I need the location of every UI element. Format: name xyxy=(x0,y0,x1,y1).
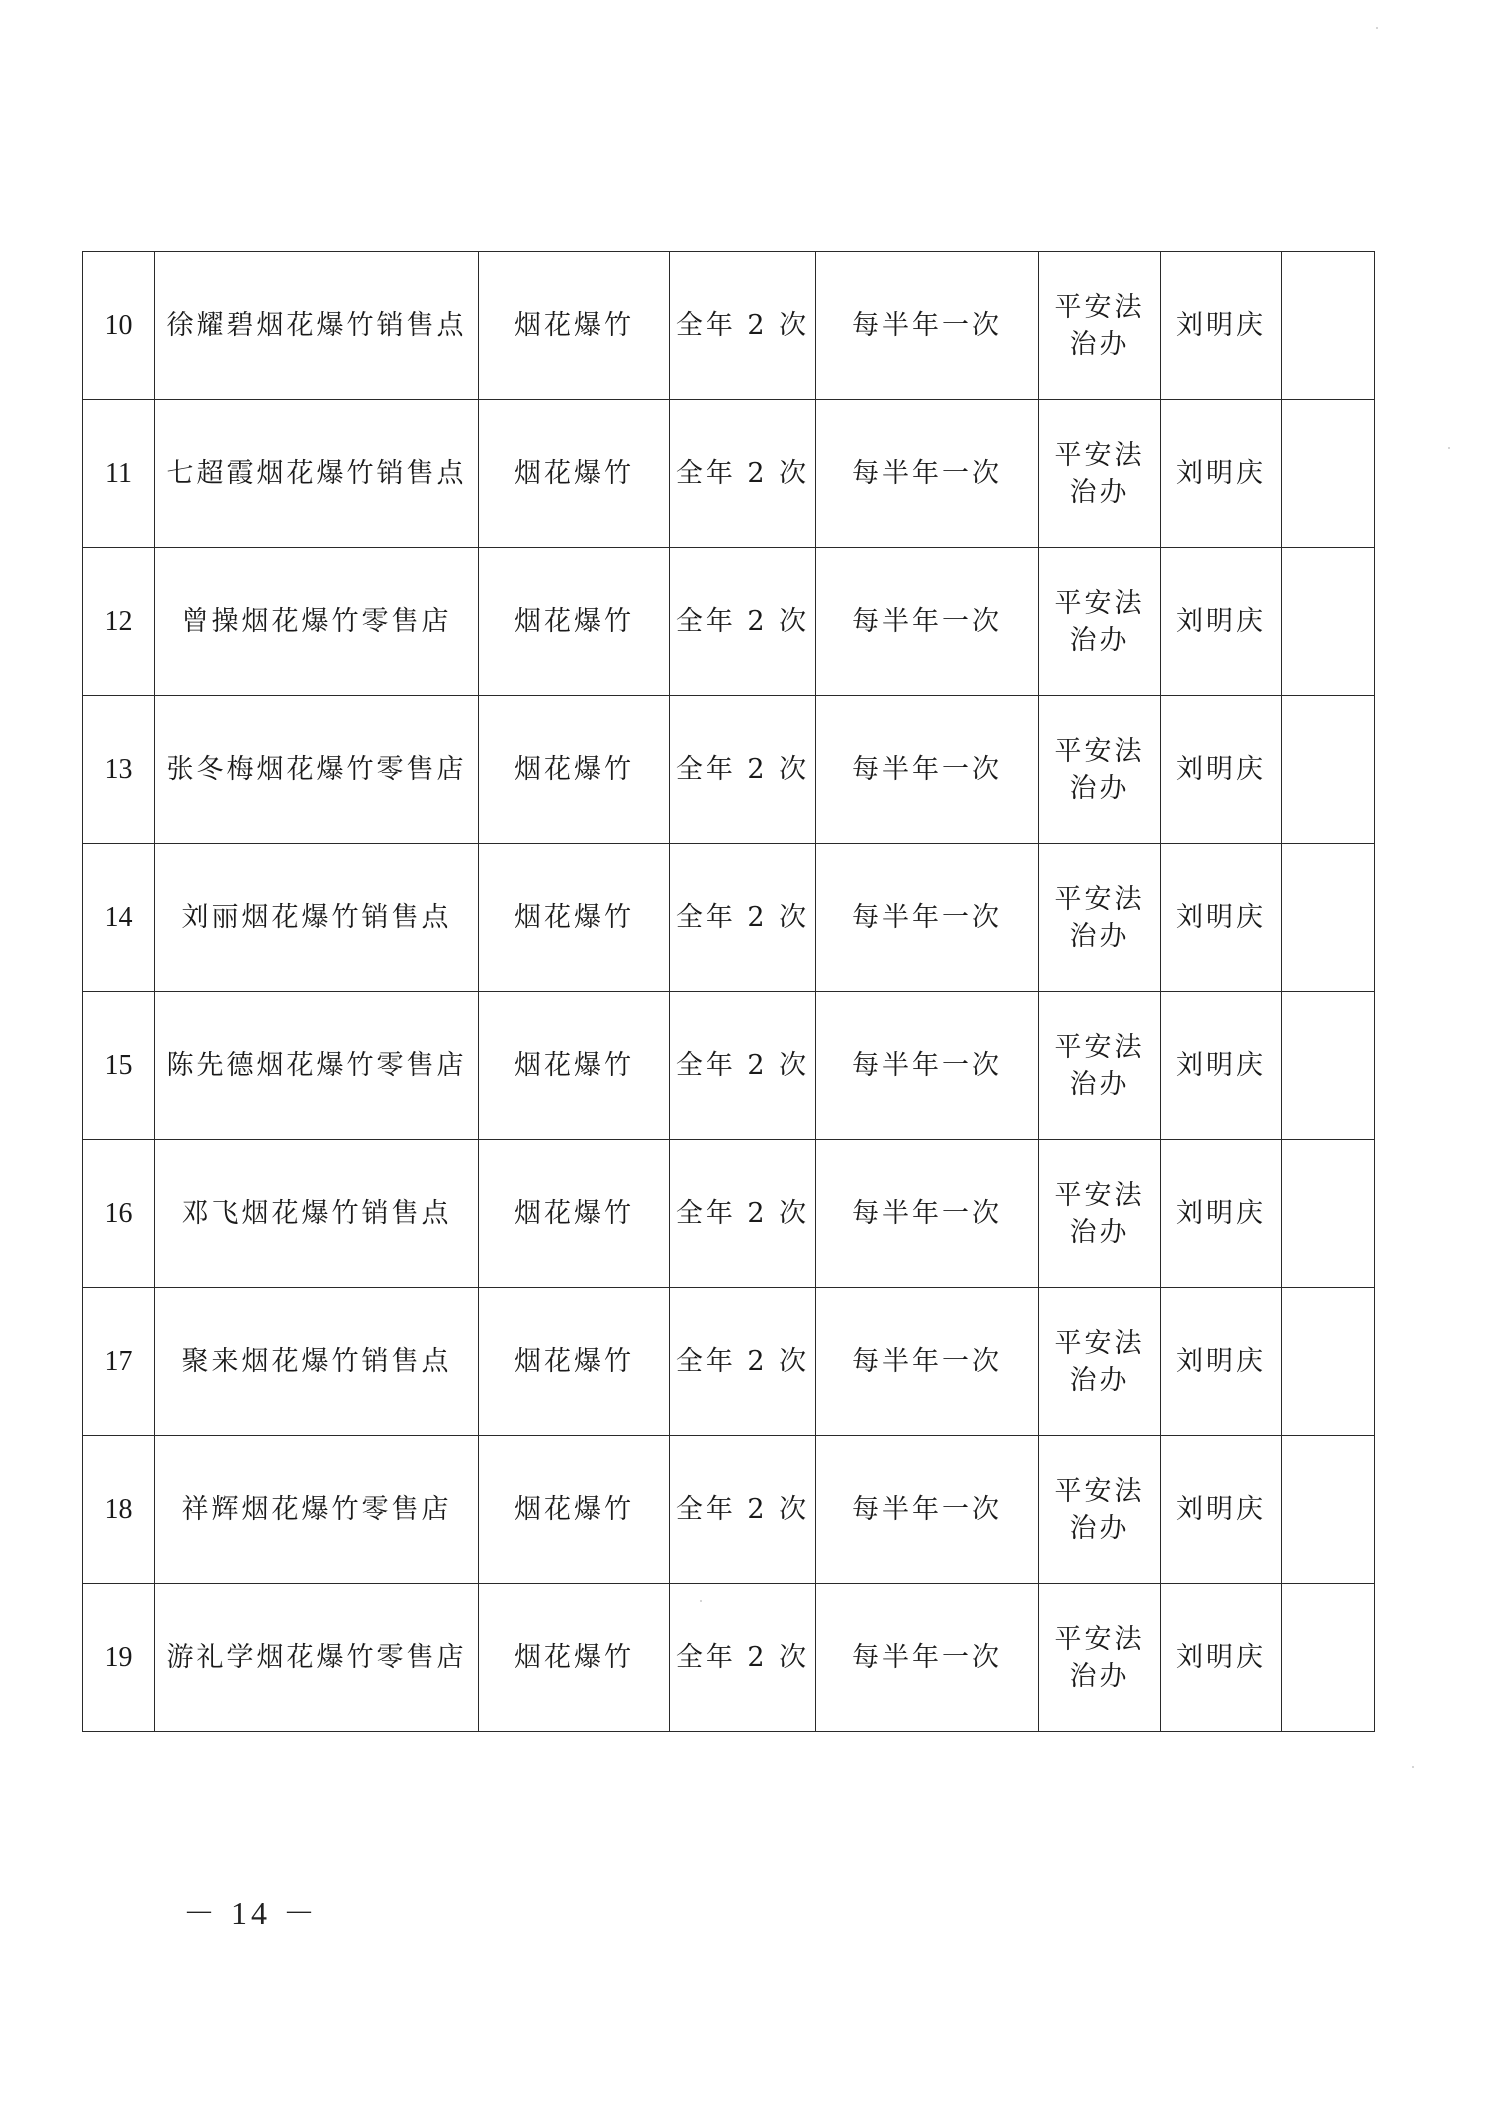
cell-number-text: 19 xyxy=(104,1641,133,1673)
cell-interval-text: 每半年一次 xyxy=(852,753,1002,785)
cell-frequency xyxy=(670,400,816,548)
cell-category xyxy=(479,844,670,992)
cell-responsible-person xyxy=(1161,548,1282,696)
cell-shop-name xyxy=(155,548,479,696)
cell-frequency xyxy=(670,1140,816,1288)
cell-responsible-person xyxy=(1161,992,1282,1140)
department-line: 平安法 xyxy=(1054,1623,1145,1655)
cell-category-text: 烟花爆竹 xyxy=(514,753,634,785)
cell-frequency xyxy=(670,1584,816,1732)
department-line: 治办 xyxy=(1069,1364,1130,1396)
cell-number xyxy=(83,400,155,548)
cell-department xyxy=(1039,992,1161,1140)
cell-interval-text: 每半年一次 xyxy=(852,901,1002,933)
cell-category xyxy=(479,400,670,548)
department-line: 平安法 xyxy=(1054,587,1145,619)
cell-interval xyxy=(816,1584,1039,1732)
cell-frequency-text: 全年 2 次 xyxy=(675,605,810,637)
cell-remark xyxy=(1282,1584,1375,1732)
cell-responsible-person xyxy=(1161,1288,1282,1436)
department-line: 治办 xyxy=(1069,476,1130,508)
cell-interval xyxy=(816,696,1039,844)
cell-responsible-person xyxy=(1161,1140,1282,1288)
department-line: 治办 xyxy=(1069,772,1130,804)
cell-category-text: 烟花爆竹 xyxy=(514,457,634,489)
cell-number xyxy=(83,844,155,992)
cell-shop-name xyxy=(155,696,479,844)
cell-frequency-text: 全年 2 次 xyxy=(675,753,810,785)
cell-category xyxy=(479,1584,670,1732)
inspection-table xyxy=(82,251,1375,1732)
cell-interval-text: 每半年一次 xyxy=(852,1493,1002,1525)
cell-shop-name-text: 游礼学烟花爆竹零售店 xyxy=(166,1641,467,1673)
table-row xyxy=(83,1140,1375,1288)
cell-category xyxy=(479,1140,670,1288)
cell-shop-name-text: 邓飞烟花爆竹销售点 xyxy=(181,1197,452,1229)
cell-frequency-text: 全年 2 次 xyxy=(675,901,810,933)
cell-frequency-text: 全年 2 次 xyxy=(675,309,810,341)
cell-remark xyxy=(1282,548,1375,696)
table-body xyxy=(83,252,1375,1732)
cell-department xyxy=(1039,696,1161,844)
cell-shop-name xyxy=(155,992,479,1140)
cell-shop-name-text: 聚来烟花爆竹销售点 xyxy=(181,1345,452,1377)
table-row xyxy=(83,548,1375,696)
department-line: 平安法 xyxy=(1054,439,1145,471)
cell-frequency-text: 全年 2 次 xyxy=(675,1345,810,1377)
cell-interval xyxy=(816,1140,1039,1288)
cell-interval xyxy=(816,1436,1039,1584)
department-line: 平安法 xyxy=(1054,735,1145,767)
scan-speck xyxy=(1376,27,1378,29)
cell-interval-text: 每半年一次 xyxy=(852,1345,1002,1377)
cell-department xyxy=(1039,548,1161,696)
cell-category xyxy=(479,696,670,844)
cell-responsible-person-text: 刘明庆 xyxy=(1176,1049,1266,1081)
cell-shop-name xyxy=(155,844,479,992)
cell-shop-name-text: 七超霞烟花爆竹销售点 xyxy=(166,457,467,489)
cell-number xyxy=(83,1288,155,1436)
table-row xyxy=(83,1584,1375,1732)
department-line: 平安法 xyxy=(1054,1179,1145,1211)
cell-responsible-person-text: 刘明庆 xyxy=(1176,1493,1266,1525)
cell-responsible-person xyxy=(1161,696,1282,844)
cell-department xyxy=(1039,1140,1161,1288)
cell-responsible-person-text: 刘明庆 xyxy=(1176,1345,1266,1377)
cell-responsible-person xyxy=(1161,400,1282,548)
cell-number xyxy=(83,1140,155,1288)
cell-remark xyxy=(1282,252,1375,400)
cell-frequency xyxy=(670,696,816,844)
cell-category-text: 烟花爆竹 xyxy=(514,1641,634,1673)
cell-number xyxy=(83,1584,155,1732)
department-line: 平安法 xyxy=(1054,1327,1145,1359)
cell-interval xyxy=(816,252,1039,400)
cell-number-text: 14 xyxy=(104,901,133,933)
table-row xyxy=(83,1436,1375,1584)
cell-remark xyxy=(1282,696,1375,844)
table-row xyxy=(83,400,1375,548)
cell-frequency xyxy=(670,252,816,400)
cell-number xyxy=(83,992,155,1140)
cell-shop-name xyxy=(155,1140,479,1288)
cell-number-text: 13 xyxy=(104,753,133,785)
cell-shop-name xyxy=(155,400,479,548)
cell-frequency xyxy=(670,844,816,992)
cell-frequency-text: 全年 2 次 xyxy=(675,1049,810,1081)
cell-responsible-person xyxy=(1161,844,1282,992)
cell-shop-name xyxy=(155,1436,479,1584)
cell-remark xyxy=(1282,992,1375,1140)
cell-shop-name xyxy=(155,252,479,400)
table-row xyxy=(83,252,1375,400)
cell-frequency-text: 全年 2 次 xyxy=(675,1197,810,1229)
cell-interval-text: 每半年一次 xyxy=(852,1049,1002,1081)
cell-remark xyxy=(1282,1288,1375,1436)
department-line: 治办 xyxy=(1069,328,1130,360)
page-number: － 14 － xyxy=(183,1895,320,1931)
cell-shop-name xyxy=(155,1288,479,1436)
cell-shop-name-text: 刘丽烟花爆竹销售点 xyxy=(181,901,452,933)
cell-number-text: 10 xyxy=(104,309,133,341)
cell-department xyxy=(1039,252,1161,400)
department-line: 治办 xyxy=(1069,1216,1130,1248)
cell-frequency xyxy=(670,1436,816,1584)
cell-interval-text: 每半年一次 xyxy=(852,1641,1002,1673)
cell-number-text: 11 xyxy=(105,457,132,489)
cell-number xyxy=(83,696,155,844)
cell-responsible-person-text: 刘明庆 xyxy=(1176,457,1266,489)
cell-category xyxy=(479,548,670,696)
table-row xyxy=(83,844,1375,992)
cell-interval xyxy=(816,400,1039,548)
cell-number-text: 15 xyxy=(104,1049,133,1081)
cell-department xyxy=(1039,1288,1161,1436)
cell-number-text: 16 xyxy=(104,1197,133,1229)
cell-remark xyxy=(1282,844,1375,992)
cell-interval xyxy=(816,992,1039,1140)
cell-frequency-text: 全年 2 次 xyxy=(675,1493,810,1525)
department-line: 治办 xyxy=(1069,624,1130,656)
cell-interval xyxy=(816,1288,1039,1436)
table-row xyxy=(83,1288,1375,1436)
cell-category-text: 烟花爆竹 xyxy=(514,309,634,341)
cell-responsible-person-text: 刘明庆 xyxy=(1176,1641,1266,1673)
scan-speck xyxy=(1448,447,1450,449)
cell-category xyxy=(479,992,670,1140)
cell-number xyxy=(83,548,155,696)
cell-shop-name-text: 张冬梅烟花爆竹零售店 xyxy=(166,753,467,785)
department-line: 平安法 xyxy=(1054,883,1145,915)
scan-speck xyxy=(700,1600,702,1602)
department-line: 治办 xyxy=(1069,1512,1130,1544)
cell-number-text: 18 xyxy=(104,1493,133,1525)
cell-responsible-person-text: 刘明庆 xyxy=(1176,1197,1266,1229)
cell-number xyxy=(83,1436,155,1584)
department-line: 治办 xyxy=(1069,1660,1130,1692)
cell-interval-text: 每半年一次 xyxy=(852,1197,1002,1229)
department-line: 平安法 xyxy=(1054,1475,1145,1507)
cell-department xyxy=(1039,400,1161,548)
cell-category xyxy=(479,1436,670,1584)
cell-category-text: 烟花爆竹 xyxy=(514,1049,634,1081)
cell-responsible-person xyxy=(1161,252,1282,400)
cell-category-text: 烟花爆竹 xyxy=(514,901,634,933)
cell-responsible-person-text: 刘明庆 xyxy=(1176,901,1266,933)
cell-responsible-person xyxy=(1161,1436,1282,1584)
cell-responsible-person-text: 刘明庆 xyxy=(1176,753,1266,785)
cell-category xyxy=(479,1288,670,1436)
table-row xyxy=(83,992,1375,1140)
cell-shop-name-text: 徐耀碧烟花爆竹销售点 xyxy=(166,309,467,341)
cell-frequency xyxy=(670,1288,816,1436)
cell-interval-text: 每半年一次 xyxy=(852,457,1002,489)
cell-frequency-text: 全年 2 次 xyxy=(675,457,810,489)
cell-number xyxy=(83,252,155,400)
scan-speck xyxy=(1412,1766,1414,1768)
cell-remark xyxy=(1282,1436,1375,1584)
cell-shop-name-text: 曾操烟花爆竹零售店 xyxy=(181,605,452,637)
cell-frequency xyxy=(670,992,816,1140)
cell-interval-text: 每半年一次 xyxy=(852,605,1002,637)
table-row xyxy=(83,696,1375,844)
cell-frequency-text: 全年 2 次 xyxy=(675,1641,810,1673)
cell-frequency xyxy=(670,548,816,696)
cell-category-text: 烟花爆竹 xyxy=(514,1493,634,1525)
cell-interval-text: 每半年一次 xyxy=(852,309,1002,341)
cell-responsible-person xyxy=(1161,1584,1282,1732)
cell-remark xyxy=(1282,1140,1375,1288)
cell-shop-name-text: 陈先德烟花爆竹零售店 xyxy=(166,1049,467,1081)
department-line: 平安法 xyxy=(1054,1031,1145,1063)
cell-department xyxy=(1039,1436,1161,1584)
department-line: 治办 xyxy=(1069,1068,1130,1100)
cell-number-text: 12 xyxy=(104,605,133,637)
cell-category-text: 烟花爆竹 xyxy=(514,1345,634,1377)
cell-category-text: 烟花爆竹 xyxy=(514,605,634,637)
cell-responsible-person-text: 刘明庆 xyxy=(1176,309,1266,341)
cell-remark xyxy=(1282,400,1375,548)
cell-department xyxy=(1039,1584,1161,1732)
cell-responsible-person-text: 刘明庆 xyxy=(1176,605,1266,637)
cell-interval xyxy=(816,844,1039,992)
department-line: 平安法 xyxy=(1054,291,1145,323)
cell-number-text: 17 xyxy=(104,1345,133,1377)
cell-category xyxy=(479,252,670,400)
cell-shop-name-text: 祥辉烟花爆竹零售店 xyxy=(181,1493,452,1525)
cell-category-text: 烟花爆竹 xyxy=(514,1197,634,1229)
cell-department xyxy=(1039,844,1161,992)
department-line: 治办 xyxy=(1069,920,1130,952)
cell-shop-name xyxy=(155,1584,479,1732)
cell-interval xyxy=(816,548,1039,696)
